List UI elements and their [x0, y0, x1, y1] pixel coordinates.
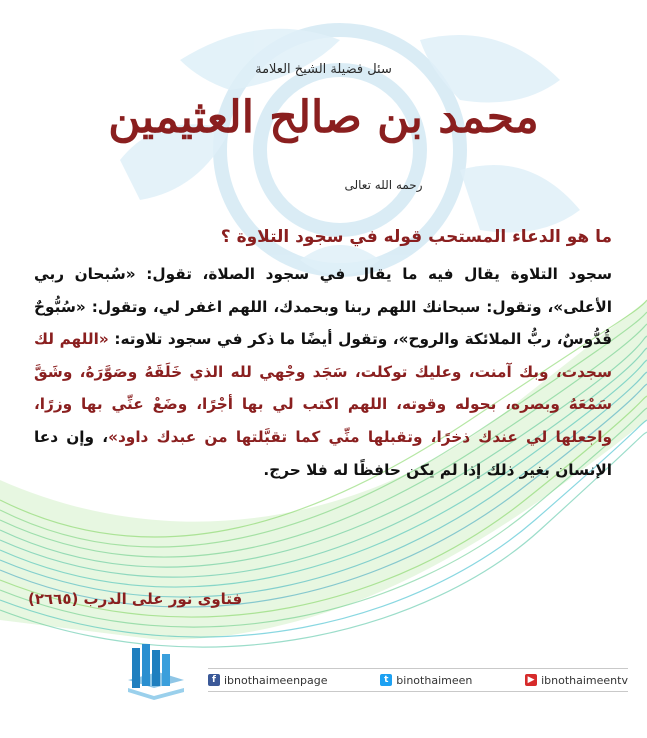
facebook-handle: ibnothaimeenpage [224, 673, 328, 687]
books-logo-icon [128, 640, 184, 704]
facebook-link[interactable] [208, 674, 328, 687]
youtube-link[interactable] [525, 674, 628, 687]
youtube-icon: ▶ [525, 674, 537, 686]
header [0, 0, 647, 210]
twitter-icon: t [380, 674, 392, 686]
youtube-handle: ibnothaimeentv [541, 673, 628, 687]
scholar-name: محمد بن صالح العثيمين [108, 92, 539, 143]
twitter-handle: binothaimeen [396, 673, 473, 687]
asked-label: سئل فضيلة الشيخ العلامة [255, 62, 392, 77]
facebook-icon: f [208, 674, 220, 686]
social-bar [208, 668, 628, 692]
fatwa-content [34, 222, 612, 486]
honorific: رحمه الله تعالى [344, 178, 423, 192]
dua-text: «اللهم لك سجدت، وبك آمنت، وعليك توكلت، سَجَد وجْهي لله الذي خَلَقَهُ وصَوَّرَهُ، وشَقَّ سَمْعَهُ وبصره، بحوله وقوته، اللهم اكتب لي بها أجْرًا، وضَعْ عنِّي بها وزرًا، واجعلها لي عندك ذخرًا، وتقبلها منِّي كما تقبَّلتها من عبدك داود» [34, 330, 612, 446]
answer-text-1: سجود التلاوة يقال فيه ما يقال في سجود الصلاة، تقول: «سُبحان ربي الأعلى»، وتقول: سبحانك اللهم ربنا وبحمدك، اللهم اغفر لي، وتقول: «سُبُّوحٌ قُدُّوسٌ، ربُّ الملائكة والروح»، وتقول أيضًا ما ذكر في سجود تلاوته: [34, 265, 612, 349]
twitter-link[interactable] [380, 674, 472, 687]
question: ما هو الدعاء المستحب قوله في سجود التلاوة ؟ [220, 227, 612, 247]
answer-text-2: ، وإن دعا الإنسان بغير ذلك إذا لم يكن حافظًا له فلا حرج. [34, 427, 612, 479]
answer [34, 258, 612, 486]
source-reference: فتاوى نور على الدرب (٢٦٦٥) [28, 590, 243, 608]
